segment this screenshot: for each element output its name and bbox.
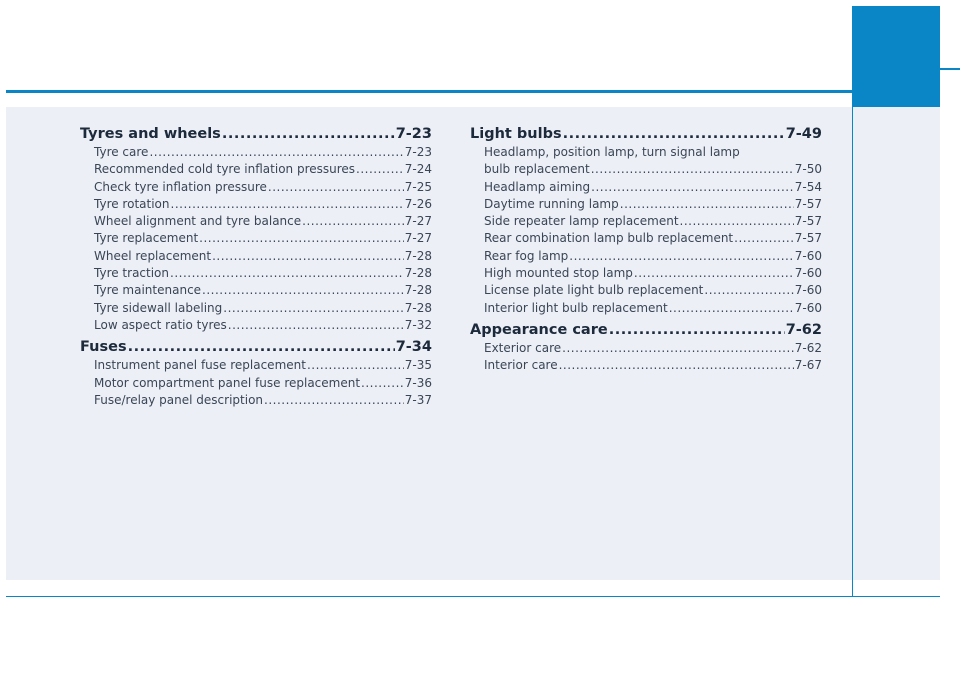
toc-entry-label: Fuse/relay panel description	[94, 392, 264, 407]
dot-leader	[302, 213, 404, 230]
toc-entry-label: Motor compartment panel fuse replacement	[94, 375, 361, 390]
toc-entry-label: Headlamp, position lamp, turn signal lamp	[484, 145, 740, 159]
dot-leader	[222, 124, 395, 144]
toc-page-number: 7-26	[404, 196, 432, 211]
toc-page-number: 7-35	[404, 358, 432, 373]
toc-page-number: 7-60	[794, 283, 822, 298]
dot-leader	[669, 300, 794, 317]
toc-left-column	[80, 124, 432, 409]
toc-page-number: 7-28	[404, 283, 432, 298]
toc-page-number: 7-60	[794, 248, 822, 263]
toc-entry-label: Low aspect ratio tyres	[94, 317, 227, 332]
dot-leader	[680, 213, 794, 230]
toc-entry[interactable]	[80, 144, 432, 161]
toc-page-number: 7-54	[794, 179, 822, 194]
toc-entry-label: Wheel alignment and tyre balance	[94, 214, 302, 229]
toc-entry[interactable]	[470, 144, 822, 161]
dot-leader	[609, 320, 785, 340]
dot-leader	[734, 230, 794, 247]
toc-entry-label: Wheel replacement	[94, 248, 212, 263]
toc-entry[interactable]	[80, 213, 432, 230]
toc-page-number: 7-67	[794, 358, 822, 373]
dot-leader	[634, 265, 794, 282]
toc-entry-label: Instrument panel fuse replacement	[94, 358, 306, 373]
toc-entry-label: Tyre rotation	[94, 196, 170, 211]
toc-entry-label: License plate light bulb replacement	[484, 283, 704, 298]
toc-entry-label: Recommended cold tyre inflation pressures	[94, 162, 356, 177]
toc-page-number: 7-28	[404, 300, 432, 315]
toc-page-number: 7-37	[404, 392, 432, 407]
toc-entry[interactable]	[470, 213, 822, 230]
toc-entry[interactable]	[80, 375, 432, 392]
toc-page-number: 7-57	[794, 196, 822, 211]
chapter-tab	[852, 6, 940, 107]
toc-entry[interactable]	[470, 161, 822, 178]
toc-entry-label: Tyre maintenance	[94, 283, 202, 298]
toc-entry[interactable]	[80, 317, 432, 334]
dot-leader	[212, 248, 404, 265]
dot-leader	[591, 161, 794, 178]
toc-page-number: 7-24	[404, 162, 432, 177]
header-rule	[6, 90, 852, 93]
toc-page-number: 7-32	[404, 317, 432, 332]
toc-entry-label: Rear combination lamp bulb replacement	[484, 231, 734, 246]
dot-leader	[171, 196, 404, 213]
toc-entry[interactable]	[470, 357, 822, 374]
dot-leader	[170, 265, 404, 282]
toc-page-number: 7-28	[404, 248, 432, 263]
dot-leader	[128, 337, 395, 357]
toc-page-number: 7-62	[785, 321, 822, 338]
toc-entry-label: Tyre sidewall labeling	[94, 300, 223, 315]
toc-entry-label: Interior light bulb replacement	[484, 300, 668, 315]
toc-entry[interactable]	[80, 300, 432, 317]
toc-page-number: 7-36	[404, 375, 432, 390]
toc-entry[interactable]	[80, 179, 432, 196]
toc-entry[interactable]	[470, 282, 822, 299]
toc-entry[interactable]	[470, 248, 822, 265]
toc-entry[interactable]	[80, 357, 432, 374]
toc-entry-label: Tyre traction	[94, 266, 170, 281]
toc-section-entry[interactable]	[80, 337, 432, 357]
dot-leader	[704, 282, 793, 299]
toc-entry[interactable]	[470, 265, 822, 282]
dot-leader	[562, 340, 794, 357]
toc-entry[interactable]	[470, 230, 822, 247]
toc-page-number: 7-62	[794, 340, 822, 355]
dot-leader	[223, 300, 404, 317]
toc-entry[interactable]	[470, 340, 822, 357]
dot-leader	[228, 317, 404, 334]
dot-leader	[268, 179, 404, 196]
toc-entry-label: Exterior care	[484, 340, 562, 355]
dot-leader	[307, 357, 404, 374]
dot-leader	[264, 392, 404, 409]
toc-page-number: 7-49	[785, 126, 822, 142]
toc-entry[interactable]	[80, 392, 432, 409]
toc-right-column	[470, 124, 822, 375]
dot-leader	[149, 144, 403, 161]
toc-page-number: 7-57	[794, 231, 822, 246]
dot-leader	[199, 230, 404, 247]
toc-page-number: 7-50	[794, 162, 822, 177]
toc-section-entry[interactable]	[470, 124, 822, 144]
margin-rule	[852, 107, 853, 597]
toc-entry-label: Tyre replacement	[94, 231, 199, 246]
tab-rule	[940, 68, 960, 70]
dot-leader	[569, 248, 793, 265]
dot-leader	[202, 282, 404, 299]
toc-entry[interactable]	[80, 265, 432, 282]
toc-entry[interactable]	[470, 179, 822, 196]
toc-page-number: 7-28	[404, 266, 432, 281]
toc-page-number: 7-23	[395, 126, 432, 142]
toc-entry-label: Tyre care	[94, 145, 149, 159]
toc-entry[interactable]	[80, 196, 432, 213]
dot-leader	[620, 196, 794, 213]
toc-section-entry[interactable]	[80, 124, 432, 144]
toc-page-number: 7-60	[794, 300, 822, 315]
toc-entry[interactable]	[470, 196, 822, 213]
toc-page-number: 7-57	[794, 214, 822, 229]
dot-leader	[591, 179, 794, 196]
toc-entry-label: Check tyre inflation pressure	[94, 179, 267, 194]
toc-entry-label: Appearance care	[470, 321, 608, 338]
toc-entry-label: Fuses	[80, 339, 127, 356]
toc-entry-label: Daytime running lamp	[484, 196, 619, 211]
toc-entry-label: Rear fog lamp	[484, 248, 569, 263]
toc-entry-label: High mounted stop lamp	[484, 266, 633, 281]
toc-entry[interactable]	[80, 230, 432, 247]
toc-entry-label: Side repeater lamp replacement	[484, 214, 679, 229]
dot-leader	[563, 124, 785, 144]
footer-rule	[6, 596, 940, 597]
toc-page-number: 7-25	[404, 179, 432, 194]
toc-entry[interactable]	[80, 248, 432, 265]
toc-entry-label: Tyres and wheels	[80, 126, 221, 142]
toc-page-number: 7-23	[404, 145, 432, 159]
toc-entry-label: Interior care	[484, 358, 558, 373]
toc-entry-label: Headlamp aiming	[484, 179, 591, 194]
toc-page-number: 7-60	[794, 266, 822, 281]
toc-page-number: 7-27	[404, 214, 432, 229]
toc-page-number: 7-34	[395, 339, 432, 356]
toc-section-entry[interactable]	[470, 320, 822, 340]
toc-page-number: 7-27	[404, 231, 432, 246]
toc-entry[interactable]	[80, 282, 432, 299]
toc-entry[interactable]	[470, 300, 822, 317]
dot-leader	[361, 375, 404, 392]
toc-entry[interactable]	[80, 161, 432, 178]
dot-leader	[356, 161, 404, 178]
dot-leader	[559, 357, 794, 374]
toc-entry-label: bulb replacement	[484, 162, 590, 177]
toc-entry-label: Light bulbs	[470, 126, 562, 142]
